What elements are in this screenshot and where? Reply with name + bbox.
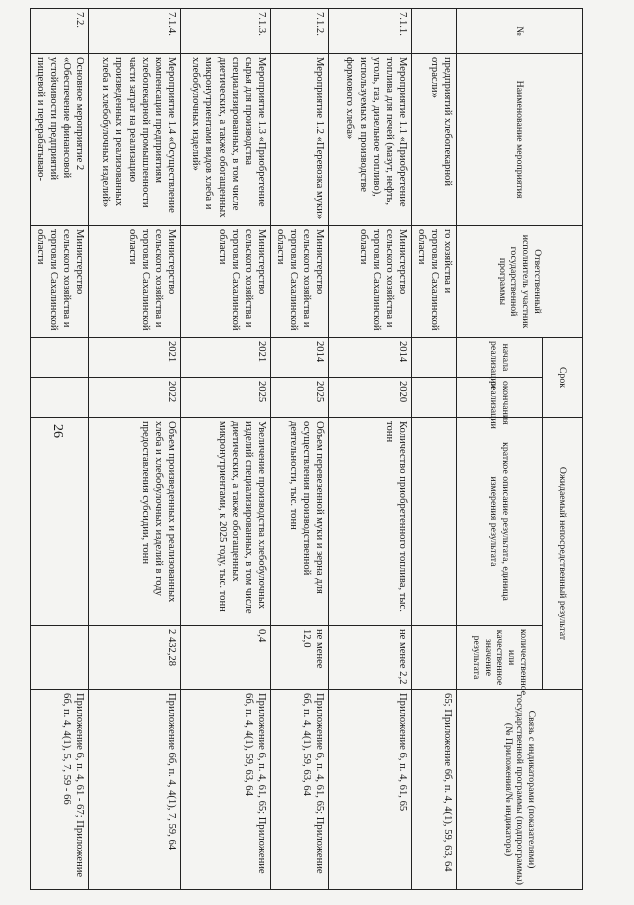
table-row: [329, 9, 412, 890]
header-term-start: начала реализации: [457, 338, 543, 378]
row-link: Приложение 6б, п. 4, 4(1), 7, 59, 64: [89, 690, 181, 890]
row-value: [31, 626, 89, 690]
header-row-1: [543, 9, 583, 890]
row-end: 2022: [89, 378, 181, 418]
row-executor: Министерство сельского хозяйства и торговли Сахалинской области: [89, 226, 181, 338]
row-link: 65; Приложение 6б, п. 4, 4(1), 59, 63, 64: [412, 690, 457, 890]
row-name: предприятий хлебопекарной отрасли»: [412, 54, 457, 226]
header-term: Срок: [543, 338, 583, 418]
page-number: 26: [50, 424, 65, 438]
row-value: 2 432,28: [89, 626, 181, 690]
row-num: 7.2.: [31, 9, 89, 54]
header-result: Ожидаемый непосредственный результат: [543, 418, 583, 690]
row-link: Приложение 6, п. 4, 61, 65: [329, 690, 412, 890]
row-name: Мероприятие 1.4 «Осуществление компенсации предприятиям хлебопекарной промышленности части затрат на реализацию произведенных и реализованных хлеба и хлебобулочных изделий»: [89, 54, 181, 226]
row-desc: Объем произведенных и реализованных хлеба и хлебобулочных изделий в году предоставления субсидии, тонн: [89, 418, 181, 626]
header-link: Связь с индикаторами (показателями) государственной программы (подпрограммы) (№ Приложения/№ индикатора): [457, 690, 583, 890]
table-row: [412, 9, 457, 890]
row-start: [31, 338, 89, 378]
row-num: 7.1.2.: [271, 9, 329, 54]
table-row: [271, 9, 329, 890]
row-name: Мероприятие 1.1 «Приобретение топлива для печей (мазут, нефть, уголь, газ, дизельное топливо), используемых в производстве формового хлеба»: [329, 54, 412, 226]
row-desc: Увеличение производства хлебобулочных изделий специализированных, в том числе диетических, а также обогащенных микронутриентами, к 2025 году, тыс. тонн: [181, 418, 271, 626]
row-link: Приложение 6, п. 4, 61, 65; Приложение 6б, п. 4, 4(1), 59, 63, 64: [271, 690, 329, 890]
row-value: не менее 2,2: [329, 626, 412, 690]
header-executor: Ответственный исполнитель участник государственной программы: [457, 226, 583, 338]
header-result-desc: краткое описание результата, единица измерения результата: [457, 418, 543, 626]
header-num: №: [457, 9, 583, 54]
header-result-value: количественное или качественное значение результата: [457, 626, 543, 690]
row-value: [412, 626, 457, 690]
table-row: [181, 9, 271, 890]
row-end: 2020: [329, 378, 412, 418]
row-desc: [31, 418, 89, 626]
row-end: 2025: [271, 378, 329, 418]
row-desc: Количество приобретенного топлива, тыс. тонн: [329, 418, 412, 626]
row-start: 2014: [329, 338, 412, 378]
row-start: 2021: [181, 338, 271, 378]
row-start: 2021: [89, 338, 181, 378]
row-num: [412, 9, 457, 54]
row-end: [412, 378, 457, 418]
row-start: [412, 338, 457, 378]
row-link: Приложение 6, п. 4, 61, 65; Приложение 6б, п. 4, 4(1), 59, 63, 64: [181, 690, 271, 890]
row-desc: Объем перевезенной муки и зерна для осуществления производственной деятельности, тыс. тонн: [271, 418, 329, 626]
row-value: не менее 12,0: [271, 626, 329, 690]
row-executor: го хозяйства и торговли Сахалинской области: [412, 226, 457, 338]
row-name: Основное мероприятие 2 «Обеспечение финансовой устойчивости предприятий пищевой и перерабатываю-: [31, 54, 89, 226]
row-num: 7.1.4.: [89, 9, 181, 54]
table-row: [89, 9, 181, 890]
row-start: 2014: [271, 338, 329, 378]
row-name: Мероприятие 1.2 «Перевозка муки»: [271, 54, 329, 226]
row-executor: Министерство сельского хозяйства и торговли Сахалинской области: [31, 226, 89, 338]
activities-table: [30, 8, 583, 890]
row-num: 7.1.1.: [329, 9, 412, 54]
row-executor: Министерство сельского хозяйства и торговли Сахалинской области: [271, 226, 329, 338]
row-executor: Министерство сельского хозяйства и торговли Сахалинской области: [329, 226, 412, 338]
row-num: 7.1.3.: [181, 9, 271, 54]
row-value: 0,4: [181, 626, 271, 690]
header-name: Наименование мероприятия: [457, 54, 583, 226]
row-name: Мероприятие 1.3 «Приобретение сырья для производства специализированных, в том числе диетических, а также обогащенных микронутриентами видов хлеба и хлебобулочных изделий»: [181, 54, 271, 226]
row-executor: Министерство сельского хозяйства и торговли Сахалинской области: [181, 226, 271, 338]
table-row: [31, 9, 89, 890]
row-desc: [412, 418, 457, 626]
row-link: Приложение 6, п. 4, 61 - 67; Приложение 6б, п. 4, 4(1), 5, 7, 59 - 66: [31, 690, 89, 890]
header-term-end: окончания реализации: [457, 378, 543, 418]
row-end: 2025: [181, 378, 271, 418]
row-end: [31, 378, 89, 418]
